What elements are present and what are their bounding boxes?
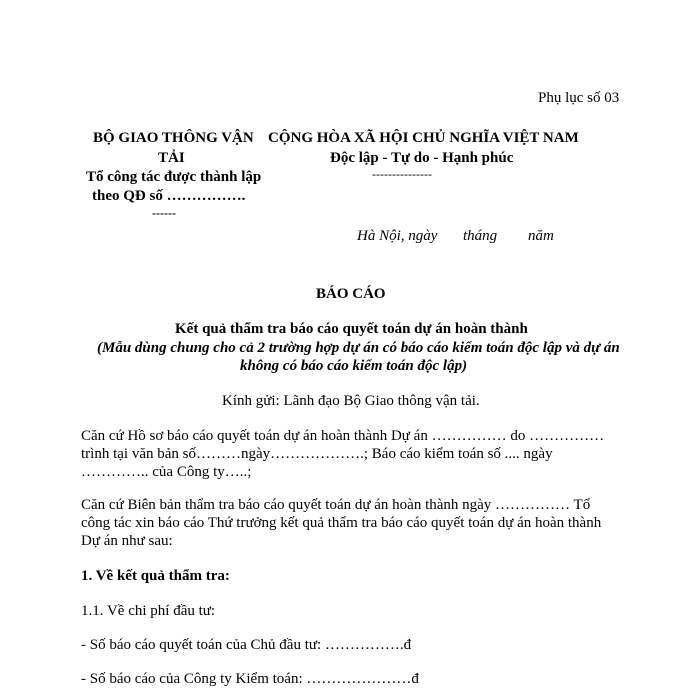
working-team: Tổ công tác được thành lập (86, 169, 262, 185)
paragraph-line: Căn cứ Hồ sơ báo cáo quyết toán dự án hoàn thành Dự án …………… do …………… (81, 428, 605, 444)
paragraph-line: công tác xin báo cáo Thứ trưởng kết quả thẩm tra báo cáo quyết toán dự án hoàn thành (81, 515, 602, 531)
ministry-name: BỘ GIAO THÔNG VẬN (93, 130, 254, 146)
national-motto: Độc lập - Tự do - Hạnh phúc (330, 150, 514, 166)
subsection-heading: 1.1. Về chi phí đầu tư: (81, 603, 216, 619)
decision-reference: theo QĐ số ……………. (92, 188, 246, 204)
list-item: - Số báo cáo quyết toán của Chủ đầu tư: …………….đ (81, 637, 412, 653)
template-note-line2: không có báo cáo kiểm toán độc lập) (240, 358, 468, 374)
ministry-name-cont: TẢI (158, 150, 185, 166)
national-title: CỘNG HÒA XÃ HỘI CHỦ NGHĨA VIỆT NAM (268, 130, 579, 146)
template-note-line1: (Mẫu dùng chung cho cả 2 trường hợp dự án có báo cáo kiểm toán độc lập và dự án (97, 340, 620, 356)
paragraph-line: Căn cứ Biên bản thẩm tra báo cáo quyết toán dự án hoàn thành ngày …………… Tổ (81, 497, 591, 513)
paragraph-line: ………….. của Công ty…..; (81, 464, 252, 480)
document-title: BÁO CÁO (316, 286, 386, 302)
left-header-divider: ------ (152, 206, 176, 220)
paragraph-line: Dự án như sau: (81, 533, 173, 549)
paragraph-line: trình tại văn bản số………ngày……………….; Báo cáo kiểm toán số .... ngày (81, 446, 553, 462)
section-heading: 1. Về kết quả thẩm tra: (81, 568, 230, 584)
addressee: Kính gửi: Lãnh đạo Bộ Giao thông vận tải. (222, 393, 480, 409)
date-month: tháng (463, 228, 498, 244)
document-subtitle: Kết quả thẩm tra báo cáo quyết toán dự án hoàn thành (175, 321, 528, 337)
right-header-divider: --------------- (372, 167, 432, 181)
date-year: năm (528, 228, 554, 244)
appendix-number: Phụ lục số 03 (538, 90, 620, 106)
place-day: Hà Nội, ngày (357, 228, 438, 244)
list-item: - Số báo cáo của Công ty Kiểm toán: …………………đ (81, 671, 419, 687)
